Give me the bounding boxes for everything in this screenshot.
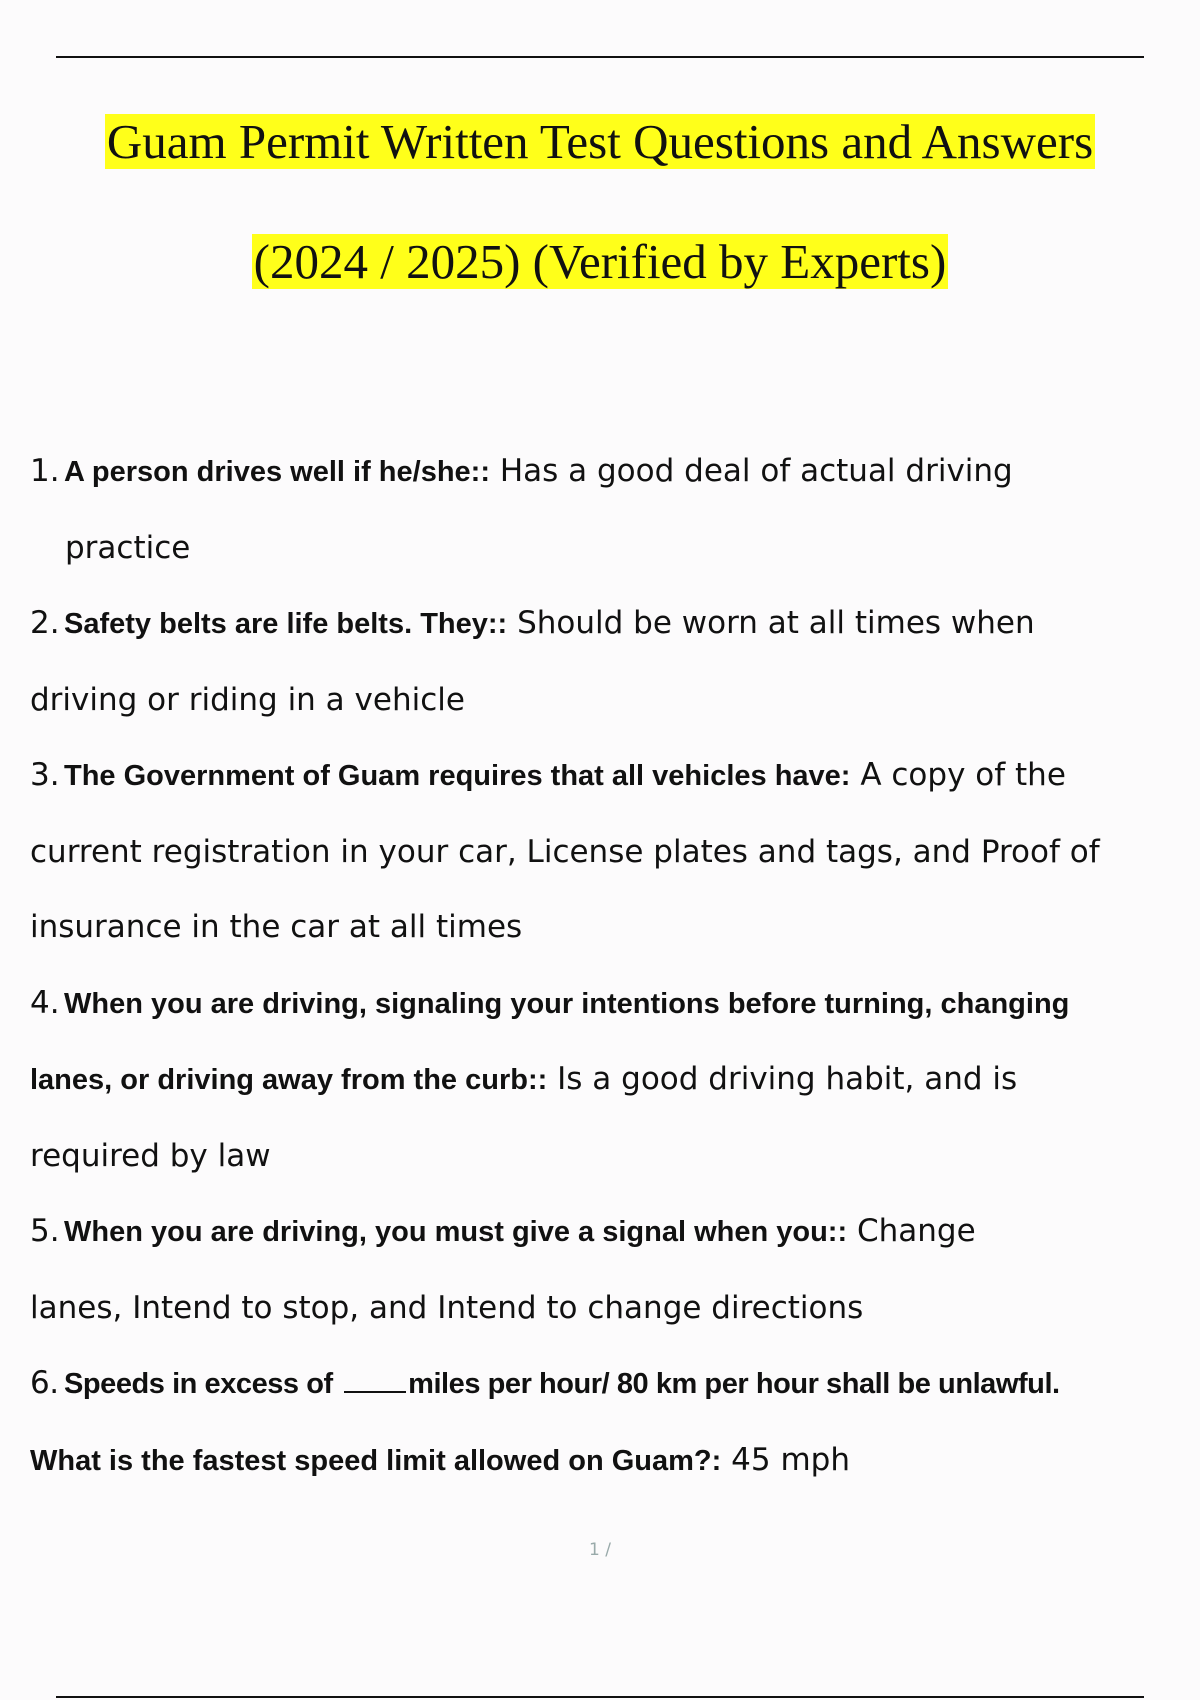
answer-text: Has a good deal of actual driving — [499, 453, 1013, 489]
question-text-after-blank: miles per hour/ 80 km per hour shall be unlawful. — [408, 1368, 1060, 1400]
title-line-1 — [0, 112, 1200, 172]
answer-text: 45 mph — [731, 1441, 850, 1478]
answer-continuation: driving or riding in a vehicle — [30, 681, 465, 718]
title-highlight-1: Guam Permit Written Test Questions and Answers — [106, 114, 1094, 169]
item-number: 4. — [30, 984, 60, 1021]
question-text: When you are driving, you must give a signal when you:: — [64, 1216, 848, 1248]
answer-continuation: insurance in the car at all times — [30, 909, 523, 945]
question-list — [30, 434, 1200, 1499]
list-item — [30, 1194, 1200, 1346]
question-continuation: What is the fastest speed limit allowed on Guam?: — [30, 1444, 722, 1477]
item-number: 3. — [30, 757, 60, 793]
page-number: 1 / — [589, 1540, 611, 1560]
answer-text: Should be worn at all times when — [517, 605, 1035, 641]
list-item — [30, 586, 1200, 738]
answer-continuation: required by law — [30, 1137, 271, 1174]
top-rule — [56, 56, 1144, 58]
question-text: Safety belts are life belts. They:: — [64, 608, 508, 640]
list-item — [30, 966, 1200, 1195]
question-text: Speeds in excess of — [64, 1368, 333, 1400]
list-item — [30, 738, 1200, 966]
item-number: 1. — [30, 453, 60, 489]
answer-text: Change — [856, 1213, 976, 1249]
title-highlight-2: (2024 / 2025) (Verified by Experts) — [253, 234, 947, 289]
list-item — [30, 434, 1200, 586]
item-number: 5. — [30, 1213, 60, 1249]
question-first-line — [30, 1365, 1060, 1401]
question-text: When you are driving, signaling your intentions before turning, changing — [64, 987, 1070, 1020]
title-line-2 — [0, 232, 1200, 292]
question-text: A person drives well if he/she:: — [64, 456, 490, 488]
question-text: The Government of Guam requires that all vehicles have: — [64, 760, 851, 792]
item-number: 2. — [30, 605, 60, 641]
answer-continuation: practice — [65, 529, 191, 566]
fill-in-blank — [344, 1371, 406, 1393]
answer-text: Is a good driving habit, and is — [557, 1061, 1018, 1097]
question-continuation: lanes, or driving away from the curb:: — [30, 1064, 548, 1096]
item-number: 6. — [30, 1365, 59, 1401]
answer-continuation: lanes, Intend to stop, and Intend to change directions — [30, 1289, 864, 1326]
answer-continuation: current registration in your car, License plates and tags, and Proof of — [30, 833, 1100, 870]
answer-text: A copy of the — [860, 757, 1066, 793]
list-item — [30, 1346, 1200, 1499]
bottom-rule — [56, 1696, 1144, 1698]
